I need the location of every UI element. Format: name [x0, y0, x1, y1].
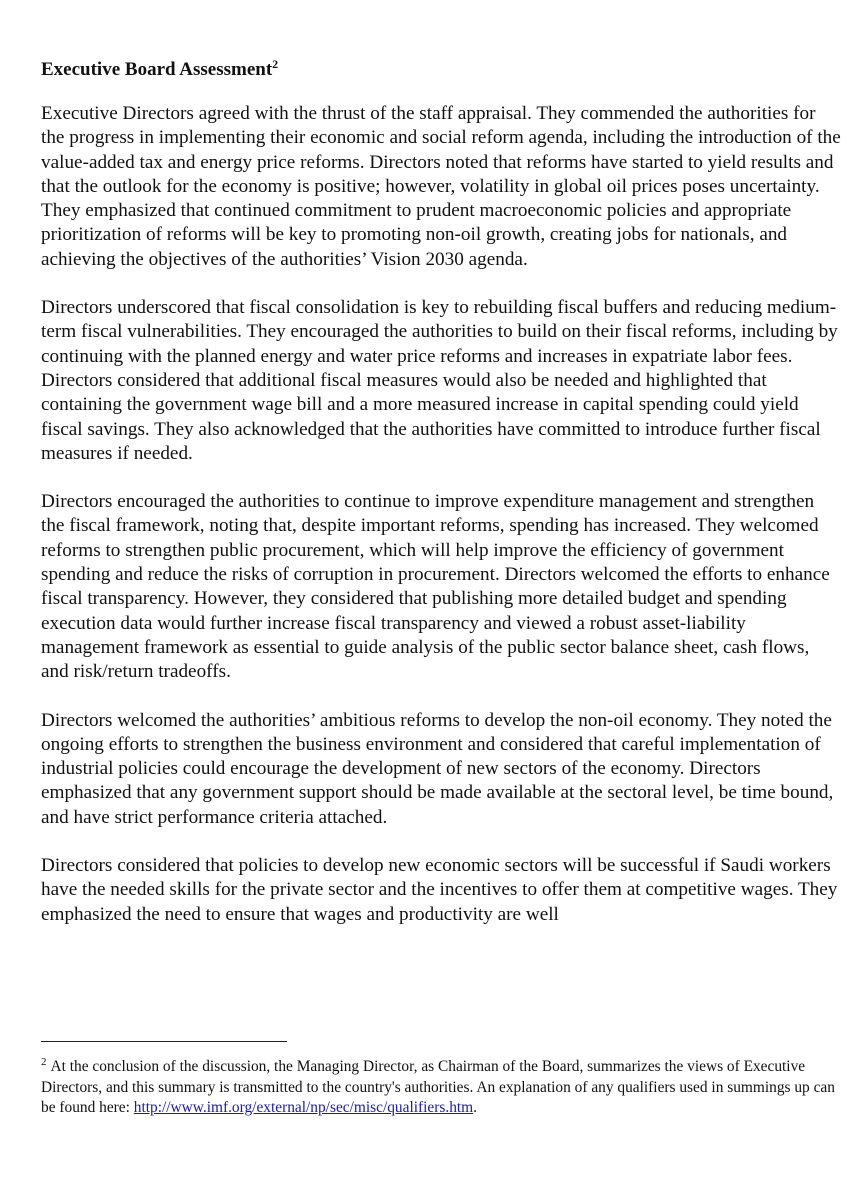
paragraph-5: Directors considered that policies to develop new economic sectors will be successful if Saudi workers have the needed skills for the private sector and the incentives to offer them at competitive wages. They emphasized the need to ensure that wages and productivity are well	[41, 855, 838, 925]
footnote-number: 2	[41, 1056, 47, 1068]
footnote-end: .	[473, 1099, 477, 1116]
heading-footnote-ref[interactable]: 2	[272, 57, 279, 71]
paragraph-4: Directors welcomed the authorities’ ambitious reforms to develop the non-oil economy. They noted the ongoing efforts to strengthen the business environment and considered that careful implementation of industrial policies could encourage the development of new sectors of the economy. Directors emphasized that any government support should be made available at the sectoral level, be time bound, and have strict performance criteria attached.	[41, 709, 834, 828]
footnote-divider	[41, 1041, 287, 1042]
paragraph-2: Directors underscored that fiscal consolidation is key to rebuilding fiscal buffers and reducing medium-term fiscal vulnerabilities. They encouraged the authorities to build on their fiscal reforms, including by continuing with the planned energy and water price reforms and increases in expatriate labor fees. Directors considered that additional fiscal measures would also be needed and highlighted that containing the government wage bill and a more measured increase in capital spending could yield fiscal savings. They also acknowledged that the authorities have committed to introduce further fiscal measures if needed.	[41, 297, 838, 464]
qualifiers-link[interactable]: http://www.imf.org/external/np/sec/misc/qualifiers.htm	[133, 1099, 474, 1116]
section-heading-text: Executive Board Assessment	[41, 59, 273, 80]
footnote-text: At the conclusion of the discussion, the Managing Director, as Chairman of the Board, summarizes the views of Executive Directors, and this summary is transmitted to the country's authorities. An explanation of any qualifiers used in summings up can be found here:	[41, 1058, 835, 1116]
section-heading	[41, 58, 841, 82]
footnote	[41, 1057, 841, 1119]
paragraph-3: Directors encouraged the authorities to continue to improve expenditure management and strengthen the fiscal framework, noting that, despite important reforms, spending has increased. They welcomed reforms to strengthen public procurement, which will help improve the efficiency of government spending and reduce the risks of corruption in procurement. Directors welcomed the efforts to enhance fiscal transparency. However, they considered that publishing more detailed budget and spending execution data would further increase fiscal transparency and viewed a robust asset-liability management framework as essential to guide analysis of the public sector balance sheet, cash flows, and risk/return tradeoffs.	[41, 491, 830, 683]
paragraph-1: Executive Directors agreed with the thrust of the staff appraisal. They commended the authorities for the progress in implementing their economic and social reform agenda, including the introduction of the value-added tax and energy price reforms. Directors noted that reforms have started to yield results and that the outlook for the economy is positive; however, volatility in global oil prices poses uncertainty. They emphasized that continued commitment to prudent macroeconomic policies and appropriate prioritization of reforms will be key to promoting non-oil growth, creating jobs for nationals, and achieving the objectives of the authorities’ Vision 2030 agenda.	[41, 103, 841, 270]
document-body	[41, 58, 841, 951]
